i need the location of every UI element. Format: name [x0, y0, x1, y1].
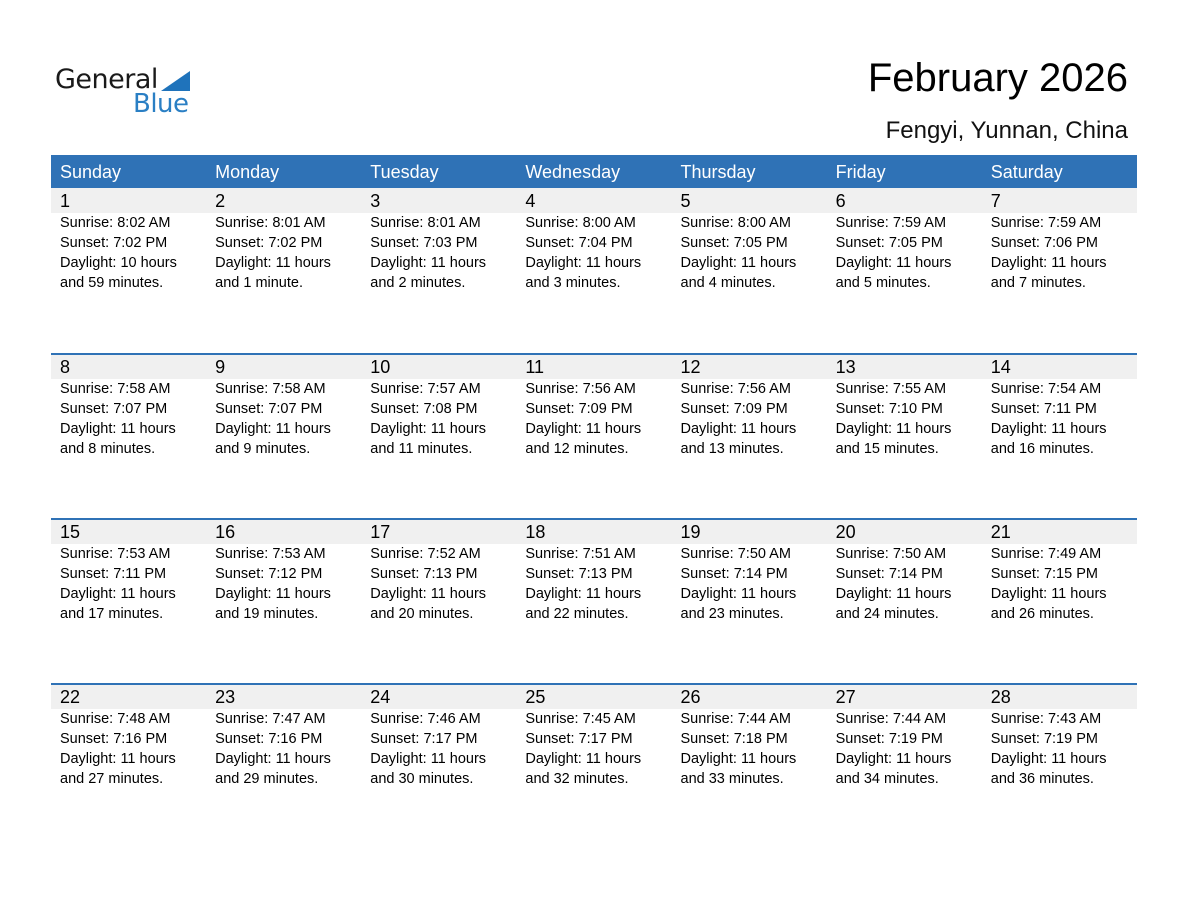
- daylight-text: and 13 minutes.: [680, 441, 784, 457]
- sunrise-text: Sunrise: 7:43 AM: [990, 711, 1102, 727]
- daylight-text: Daylight: 10 hours: [60, 255, 177, 271]
- weekday-header-wednesday: Wednesday: [525, 162, 621, 182]
- daylight-text: Daylight: 11 hours: [60, 421, 176, 437]
- logo-text-general: General: [55, 64, 158, 95]
- sunset-text: Sunset: 7:14 PM: [835, 566, 943, 582]
- sunrise-text: Sunrise: 7:49 AM: [990, 546, 1102, 562]
- sunrise-text: Sunrise: 7:56 AM: [680, 381, 791, 397]
- day-cell: [982, 379, 1137, 459]
- day-cell: [51, 709, 206, 789]
- day-cell: [672, 213, 827, 293]
- day-cell: [516, 379, 671, 459]
- daylight-text: Daylight: 11 hours: [370, 586, 487, 602]
- sunset-text: Sunset: 7:14 PM: [680, 566, 788, 582]
- daylight-text: and 32 minutes.: [525, 771, 629, 787]
- sunrise-text: Sunrise: 7:58 AM: [215, 381, 326, 397]
- day-cell: [672, 709, 827, 789]
- daylight-text: and 4 minutes.: [680, 275, 776, 291]
- sunrise-text: Sunrise: 7:59 AM: [990, 215, 1102, 231]
- sunrise-text: Sunrise: 7:55 AM: [835, 381, 947, 397]
- daylight-text: and 29 minutes.: [215, 771, 319, 787]
- sunset-text: Sunset: 7:17 PM: [370, 731, 478, 747]
- day-number: 9: [215, 357, 226, 377]
- daylight-text: and 20 minutes.: [370, 606, 474, 622]
- daylight-text: Daylight: 11 hours: [990, 586, 1107, 602]
- sunrise-text: Sunrise: 7:56 AM: [525, 381, 636, 397]
- daylight-text: Daylight: 11 hours: [370, 751, 487, 767]
- sunrise-text: Sunrise: 8:01 AM: [370, 215, 481, 231]
- date-band: [51, 520, 1137, 544]
- sunset-text: Sunset: 7:12 PM: [215, 566, 323, 582]
- sunrise-text: Sunrise: 7:53 AM: [215, 546, 326, 562]
- day-number: 26: [680, 687, 701, 707]
- weekday-header-thursday: Thursday: [680, 162, 756, 182]
- weekday-header-saturday: Saturday: [990, 162, 1063, 182]
- sunrise-text: Sunrise: 7:50 AM: [835, 546, 947, 562]
- daylight-text: and 1 minute.: [215, 275, 303, 291]
- sunrise-text: Sunrise: 7:51 AM: [525, 546, 636, 562]
- location-subtitle: Fengyi, Yunnan, China: [885, 117, 1128, 144]
- sunset-text: Sunset: 7:11 PM: [990, 401, 1097, 417]
- info-row: [51, 213, 1137, 293]
- daylight-text: and 15 minutes.: [835, 441, 939, 457]
- daylight-text: and 22 minutes.: [525, 606, 629, 622]
- daylight-text: Daylight: 11 hours: [215, 255, 331, 271]
- day-cell: [361, 213, 516, 293]
- weekday-header-friday: Friday: [835, 162, 886, 182]
- sunset-text: Sunset: 7:08 PM: [370, 401, 478, 417]
- day-cell: [672, 544, 827, 624]
- weekday-header-sunday: Sunday: [60, 162, 122, 182]
- day-cell: [51, 379, 206, 459]
- day-number: 22: [60, 687, 81, 707]
- day-cell: [827, 544, 982, 624]
- daylight-text: Daylight: 11 hours: [835, 586, 952, 602]
- daylight-text: and 3 minutes.: [525, 275, 621, 291]
- daylight-text: Daylight: 11 hours: [680, 421, 797, 437]
- sunrise-text: Sunrise: 7:44 AM: [835, 711, 947, 727]
- week-row: [51, 188, 1137, 353]
- day-cell: [516, 213, 671, 293]
- page-title: February 2026: [867, 56, 1128, 100]
- day-cell: [827, 213, 982, 293]
- info-row: [51, 544, 1137, 624]
- daylight-text: Daylight: 11 hours: [990, 421, 1107, 437]
- sunrise-text: Sunrise: 7:48 AM: [60, 711, 171, 727]
- sunset-text: Sunset: 7:15 PM: [990, 566, 1098, 582]
- sunset-text: Sunset: 7:17 PM: [525, 731, 633, 747]
- sunrise-text: Sunrise: 8:02 AM: [60, 215, 171, 231]
- daylight-text: Daylight: 11 hours: [60, 586, 176, 602]
- day-cell: [672, 379, 827, 459]
- day-cell: [51, 544, 206, 624]
- sunset-text: Sunset: 7:11 PM: [60, 566, 167, 582]
- day-number: 19: [680, 522, 701, 542]
- sunrise-text: Sunrise: 7:47 AM: [215, 711, 326, 727]
- day-number: 2: [215, 191, 226, 211]
- weekday-header-tuesday: Tuesday: [370, 162, 439, 182]
- day-cell: [206, 709, 361, 789]
- day-number: 8: [60, 357, 71, 377]
- day-number: 15: [60, 522, 81, 542]
- sunset-text: Sunset: 7:07 PM: [60, 401, 168, 417]
- sunrise-text: Sunrise: 7:45 AM: [525, 711, 636, 727]
- day-cell: [982, 544, 1137, 624]
- daylight-text: and 19 minutes.: [215, 606, 319, 622]
- daylight-text: Daylight: 11 hours: [215, 751, 331, 767]
- sunset-text: Sunset: 7:09 PM: [680, 401, 788, 417]
- day-cell: [516, 709, 671, 789]
- daylight-text: Daylight: 11 hours: [60, 751, 176, 767]
- sunrise-text: Sunrise: 7:57 AM: [370, 381, 481, 397]
- sunset-text: Sunset: 7:19 PM: [990, 731, 1098, 747]
- sunset-text: Sunset: 7:04 PM: [525, 235, 633, 251]
- day-cell: [361, 709, 516, 789]
- sunrise-text: Sunrise: 7:50 AM: [680, 546, 791, 562]
- sunset-text: Sunset: 7:18 PM: [680, 731, 788, 747]
- sunrise-text: Sunrise: 7:59 AM: [835, 215, 947, 231]
- daylight-text: and 30 minutes.: [370, 771, 474, 787]
- daylight-text: and 11 minutes.: [370, 441, 473, 457]
- day-cell: [516, 544, 671, 624]
- week-row: [51, 683, 1137, 848]
- sunrise-text: Sunrise: 7:52 AM: [370, 546, 481, 562]
- day-number: 4: [525, 191, 536, 211]
- daylight-text: Daylight: 11 hours: [680, 751, 797, 767]
- day-cell: [51, 213, 206, 293]
- sunset-text: Sunset: 7:02 PM: [60, 235, 168, 251]
- day-cell: [206, 379, 361, 459]
- sunset-text: Sunset: 7:03 PM: [370, 235, 478, 251]
- day-number: 11: [525, 357, 545, 377]
- calendar-grid: [51, 155, 1137, 848]
- weekday-header-row: [51, 155, 1137, 188]
- logo: [55, 64, 215, 120]
- day-number: 6: [835, 191, 846, 211]
- sunset-text: Sunset: 7:13 PM: [370, 566, 478, 582]
- daylight-text: Daylight: 11 hours: [525, 751, 642, 767]
- daylight-text: Daylight: 11 hours: [215, 421, 331, 437]
- daylight-text: Daylight: 11 hours: [680, 586, 797, 602]
- sunset-text: Sunset: 7:09 PM: [525, 401, 633, 417]
- sunrise-text: Sunrise: 8:00 AM: [525, 215, 636, 231]
- sunrise-text: Sunrise: 7:54 AM: [990, 381, 1102, 397]
- day-number: 12: [680, 357, 701, 377]
- daylight-text: and 24 minutes.: [835, 606, 939, 622]
- sunset-text: Sunset: 7:19 PM: [835, 731, 943, 747]
- sunrise-text: Sunrise: 7:46 AM: [370, 711, 481, 727]
- daylight-text: and 23 minutes.: [680, 606, 784, 622]
- info-row: [51, 379, 1137, 459]
- day-cell: [206, 544, 361, 624]
- day-cell: [827, 709, 982, 789]
- logo-text-blue: Blue: [133, 89, 189, 119]
- day-number: 20: [835, 522, 856, 542]
- week-row: [51, 353, 1137, 518]
- daylight-text: Daylight: 11 hours: [680, 255, 797, 271]
- day-number: 17: [370, 522, 391, 542]
- daylight-text: Daylight: 11 hours: [525, 255, 642, 271]
- day-cell: [361, 544, 516, 624]
- sunset-text: Sunset: 7:06 PM: [990, 235, 1098, 251]
- day-cell: [206, 213, 361, 293]
- day-number: 7: [990, 191, 1001, 211]
- sunset-text: Sunset: 7:02 PM: [215, 235, 323, 251]
- day-number: 28: [990, 687, 1011, 707]
- daylight-text: Daylight: 11 hours: [835, 421, 952, 437]
- date-band: [51, 188, 1137, 213]
- day-cell: [982, 709, 1137, 789]
- daylight-text: and 12 minutes.: [525, 441, 629, 457]
- daylight-text: Daylight: 11 hours: [215, 586, 331, 602]
- date-band: [51, 355, 1137, 379]
- daylight-text: and 9 minutes.: [215, 441, 311, 457]
- daylight-text: and 7 minutes.: [990, 275, 1086, 291]
- sunset-text: Sunset: 7:16 PM: [60, 731, 168, 747]
- week-row: [51, 518, 1137, 683]
- daylight-text: and 59 minutes.: [60, 275, 164, 291]
- daylight-text: and 33 minutes.: [680, 771, 784, 787]
- sunrise-text: Sunrise: 7:53 AM: [60, 546, 171, 562]
- daylight-text: and 34 minutes.: [835, 771, 939, 787]
- sunset-text: Sunset: 7:16 PM: [215, 731, 323, 747]
- sunset-text: Sunset: 7:07 PM: [215, 401, 323, 417]
- daylight-text: and 8 minutes.: [60, 441, 156, 457]
- day-number: 14: [990, 357, 1011, 377]
- day-number: 16: [215, 522, 236, 542]
- day-number: 10: [370, 357, 391, 377]
- day-number: 5: [680, 191, 691, 211]
- daylight-text: and 5 minutes.: [835, 275, 931, 291]
- daylight-text: and 36 minutes.: [990, 771, 1094, 787]
- daylight-text: Daylight: 11 hours: [835, 751, 952, 767]
- daylight-text: and 26 minutes.: [990, 606, 1094, 622]
- day-number: 13: [835, 357, 856, 377]
- day-number: 25: [525, 687, 546, 707]
- sunrise-text: Sunrise: 7:44 AM: [680, 711, 791, 727]
- day-cell: [982, 213, 1137, 293]
- logo-triangle-icon: [161, 71, 190, 91]
- sunset-text: Sunset: 7:13 PM: [525, 566, 633, 582]
- sunset-text: Sunset: 7:10 PM: [835, 401, 943, 417]
- sunrise-text: Sunrise: 7:58 AM: [60, 381, 171, 397]
- sunrise-text: Sunrise: 8:00 AM: [680, 215, 791, 231]
- daylight-text: and 17 minutes.: [60, 606, 164, 622]
- daylight-text: Daylight: 11 hours: [990, 751, 1107, 767]
- weekday-header-monday: Monday: [215, 162, 280, 182]
- daylight-text: Daylight: 11 hours: [525, 586, 642, 602]
- day-cell: [827, 379, 982, 459]
- sunset-text: Sunset: 7:05 PM: [680, 235, 788, 251]
- daylight-text: and 2 minutes.: [370, 275, 466, 291]
- sunrise-text: Sunrise: 8:01 AM: [215, 215, 326, 231]
- date-band: [51, 685, 1137, 709]
- daylight-text: and 16 minutes.: [990, 441, 1094, 457]
- day-cell: [361, 379, 516, 459]
- info-row: [51, 709, 1137, 789]
- daylight-text: Daylight: 11 hours: [370, 255, 487, 271]
- sunset-text: Sunset: 7:05 PM: [835, 235, 943, 251]
- day-number: 21: [990, 522, 1011, 542]
- daylight-text: Daylight: 11 hours: [990, 255, 1107, 271]
- day-number: 1: [60, 191, 71, 211]
- day-number: 27: [835, 687, 856, 707]
- daylight-text: Daylight: 11 hours: [370, 421, 487, 437]
- day-number: 24: [370, 687, 391, 707]
- day-number: 18: [525, 522, 546, 542]
- day-number: 3: [370, 191, 381, 211]
- daylight-text: Daylight: 11 hours: [835, 255, 952, 271]
- day-number: 23: [215, 687, 236, 707]
- daylight-text: and 27 minutes.: [60, 771, 164, 787]
- daylight-text: Daylight: 11 hours: [525, 421, 642, 437]
